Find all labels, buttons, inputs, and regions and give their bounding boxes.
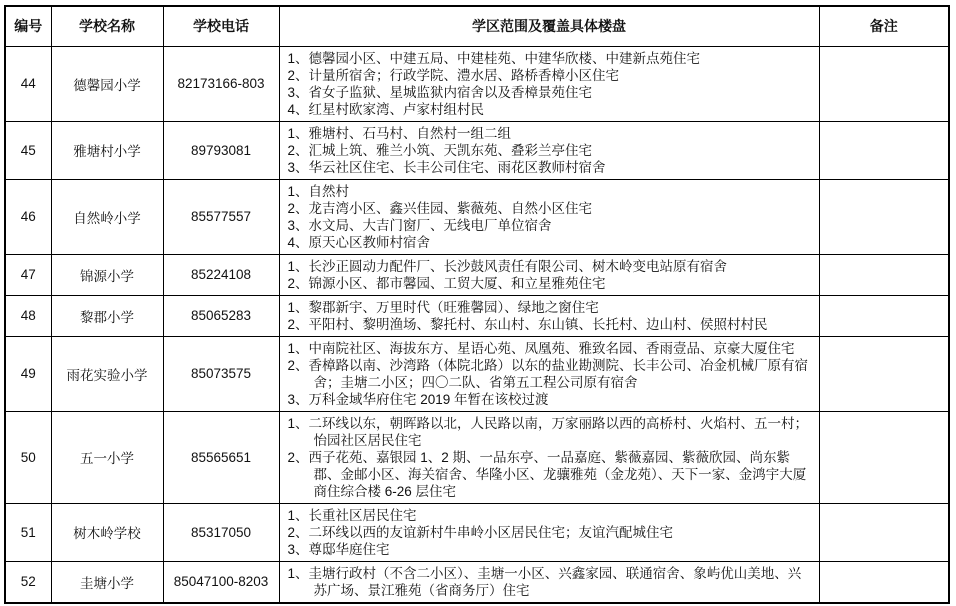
- row-number-cell: 51: [5, 503, 51, 561]
- school-name-cell: 树木岭学校: [51, 503, 163, 561]
- table-row: [5, 121, 949, 179]
- district-line: 1、长沙正圆动力配件厂、长沙鼓风责任有限公司、树木岭变电站原有宿舍: [287, 258, 728, 274]
- district-line: 2、龙吉湾小区、鑫兴佳园、紫薇苑、自然小区住宅: [287, 200, 593, 216]
- row-number-cell: 47: [5, 254, 51, 295]
- district-line: 1、中南院社区、海拔东方、星语心苑、凤凰苑、雅致名园、香雨壹品、京豪大厦住宅: [287, 340, 795, 356]
- school-phone-cell: 85224108: [163, 254, 279, 295]
- district-line: 2、香樟路以南、沙湾路（体院北路）以东的盐业勘测院、长丰公司、冶金机械厂原有宿舍；圭塘二小区；四〇二队、省第五工程公司原有宿舍: [287, 357, 809, 390]
- district-cell: [279, 503, 819, 561]
- district-line: 2、西子花苑、嘉银园 1、2 期、一品东亭、一品嘉庭、紫薇嘉园、紫薇欣园、尚东紫郡、金邮小区、海关宿舍、华隆小区、龙骧雅苑（金龙苑）、天下一家、金鸿宇大厦商住综合楼 6-26 层住宅: [287, 449, 807, 499]
- district-cell: [279, 121, 819, 179]
- note-cell: [819, 254, 949, 295]
- school-district-table: [4, 5, 950, 604]
- row-number-cell: 45: [5, 121, 51, 179]
- district-line: 2、二环线以西的友谊新村牛串岭小区居民住宅；友谊汽配城住宅: [287, 524, 674, 540]
- school-name-cell: 黎郡小学: [51, 295, 163, 336]
- row-number-cell: 44: [5, 46, 51, 121]
- row-number-cell: 46: [5, 179, 51, 254]
- note-cell: [819, 561, 949, 603]
- district-cell: [279, 179, 819, 254]
- note-cell: [819, 336, 949, 411]
- district-line: 1、圭塘行政村（不含二小区）、圭塘一小区、兴鑫家园、联通宿舍、象屿优山美地、兴苏广场、景江雅苑（省商务厅）住宅: [287, 565, 802, 598]
- note-cell: [819, 121, 949, 179]
- district-line: 1、自然村: [287, 183, 350, 199]
- header-school-name: 学校名称: [51, 6, 163, 46]
- table-body: [5, 46, 949, 603]
- table-row: [5, 295, 949, 336]
- table-row: [5, 503, 949, 561]
- district-line: 3、尊邸华庭住宅: [287, 541, 390, 557]
- district-line: 2、计量所宿舍；行政学院、澧水居、路桥香樟小区住宅: [287, 67, 620, 83]
- school-name-cell: 雨花实验小学: [51, 336, 163, 411]
- header-school-phone: 学校电话: [163, 6, 279, 46]
- district-cell: [279, 254, 819, 295]
- district-line: 1、德馨园小区、中建五局、中建桂苑、中建华欣楼、中建新点苑住宅: [287, 50, 701, 66]
- note-cell: [819, 46, 949, 121]
- district-line: 4、原天心区教师村宿舍: [287, 234, 431, 250]
- district-line: 1、二环线以东，朝晖路以北，人民路以南，万家丽路以西的高桥村、火焰村、五一村；怡园社区居民住宅: [287, 415, 809, 448]
- school-phone-cell: 85073575: [163, 336, 279, 411]
- school-name-cell: 五一小学: [51, 411, 163, 503]
- table-row: [5, 254, 949, 295]
- table-row: [5, 561, 949, 603]
- district-line: 3、水文局、大吉门窗厂、无线电厂单位宿舍: [287, 217, 552, 233]
- district-line: 1、黎郡新宇、万里时代（旺雅馨园）、绿地之窗住宅: [287, 299, 599, 315]
- school-phone-cell: 85047100-8203: [163, 561, 279, 603]
- school-name-cell: 自然岭小学: [51, 179, 163, 254]
- district-line: 2、汇城上筑、雅兰小筑、天凯东苑、叠彩兰亭住宅: [287, 142, 593, 158]
- school-phone-cell: 89793081: [163, 121, 279, 179]
- district-line: 2、锦源小区、都市馨园、工贸大厦、和立星雅苑住宅: [287, 275, 606, 291]
- note-cell: [819, 179, 949, 254]
- table-row: [5, 46, 949, 121]
- header-note: 备注: [819, 6, 949, 46]
- school-name-cell: 锦源小学: [51, 254, 163, 295]
- district-line: 3、万科金域华府住宅 2019 年暂在该校过渡: [287, 391, 549, 407]
- row-number-cell: 52: [5, 561, 51, 603]
- note-cell: [819, 503, 949, 561]
- school-phone-cell: 85065283: [163, 295, 279, 336]
- district-line: 2、平阳村、黎明渔场、黎托村、东山村、东山镇、长托村、边山村、侯照村村民: [287, 316, 768, 332]
- district-cell: [279, 561, 819, 603]
- school-name-cell: 圭塘小学: [51, 561, 163, 603]
- row-number-cell: 50: [5, 411, 51, 503]
- district-cell: [279, 411, 819, 503]
- district-line: 3、省女子监狱、星城监狱内宿舍以及香樟景苑住宅: [287, 84, 593, 100]
- note-cell: [819, 295, 949, 336]
- district-line: 1、雅塘村、石马村、自然村一组二组: [287, 125, 512, 141]
- table-row: [5, 411, 949, 503]
- school-name-cell: 雅塘村小学: [51, 121, 163, 179]
- row-number-cell: 49: [5, 336, 51, 411]
- district-cell: [279, 336, 819, 411]
- district-line: 1、长重社区居民住宅: [287, 507, 417, 523]
- school-phone-cell: 85565651: [163, 411, 279, 503]
- row-number-cell: 48: [5, 295, 51, 336]
- table-row: [5, 336, 949, 411]
- school-name-cell: 德馨园小学: [51, 46, 163, 121]
- district-cell: [279, 295, 819, 336]
- header-district-range: 学区范围及覆盖具体楼盘: [279, 6, 819, 46]
- school-phone-cell: 85317050: [163, 503, 279, 561]
- table-row: [5, 179, 949, 254]
- table-header-row: [5, 6, 949, 46]
- district-line: 4、红星村欧家湾、卢家村组村民: [287, 101, 485, 117]
- note-cell: [819, 411, 949, 503]
- school-phone-cell: 82173166-803: [163, 46, 279, 121]
- header-number: 编号: [5, 6, 51, 46]
- district-cell: [279, 46, 819, 121]
- district-line: 3、华云社区住宅、长丰公司住宅、雨花区教师村宿舍: [287, 159, 606, 175]
- school-phone-cell: 85577557: [163, 179, 279, 254]
